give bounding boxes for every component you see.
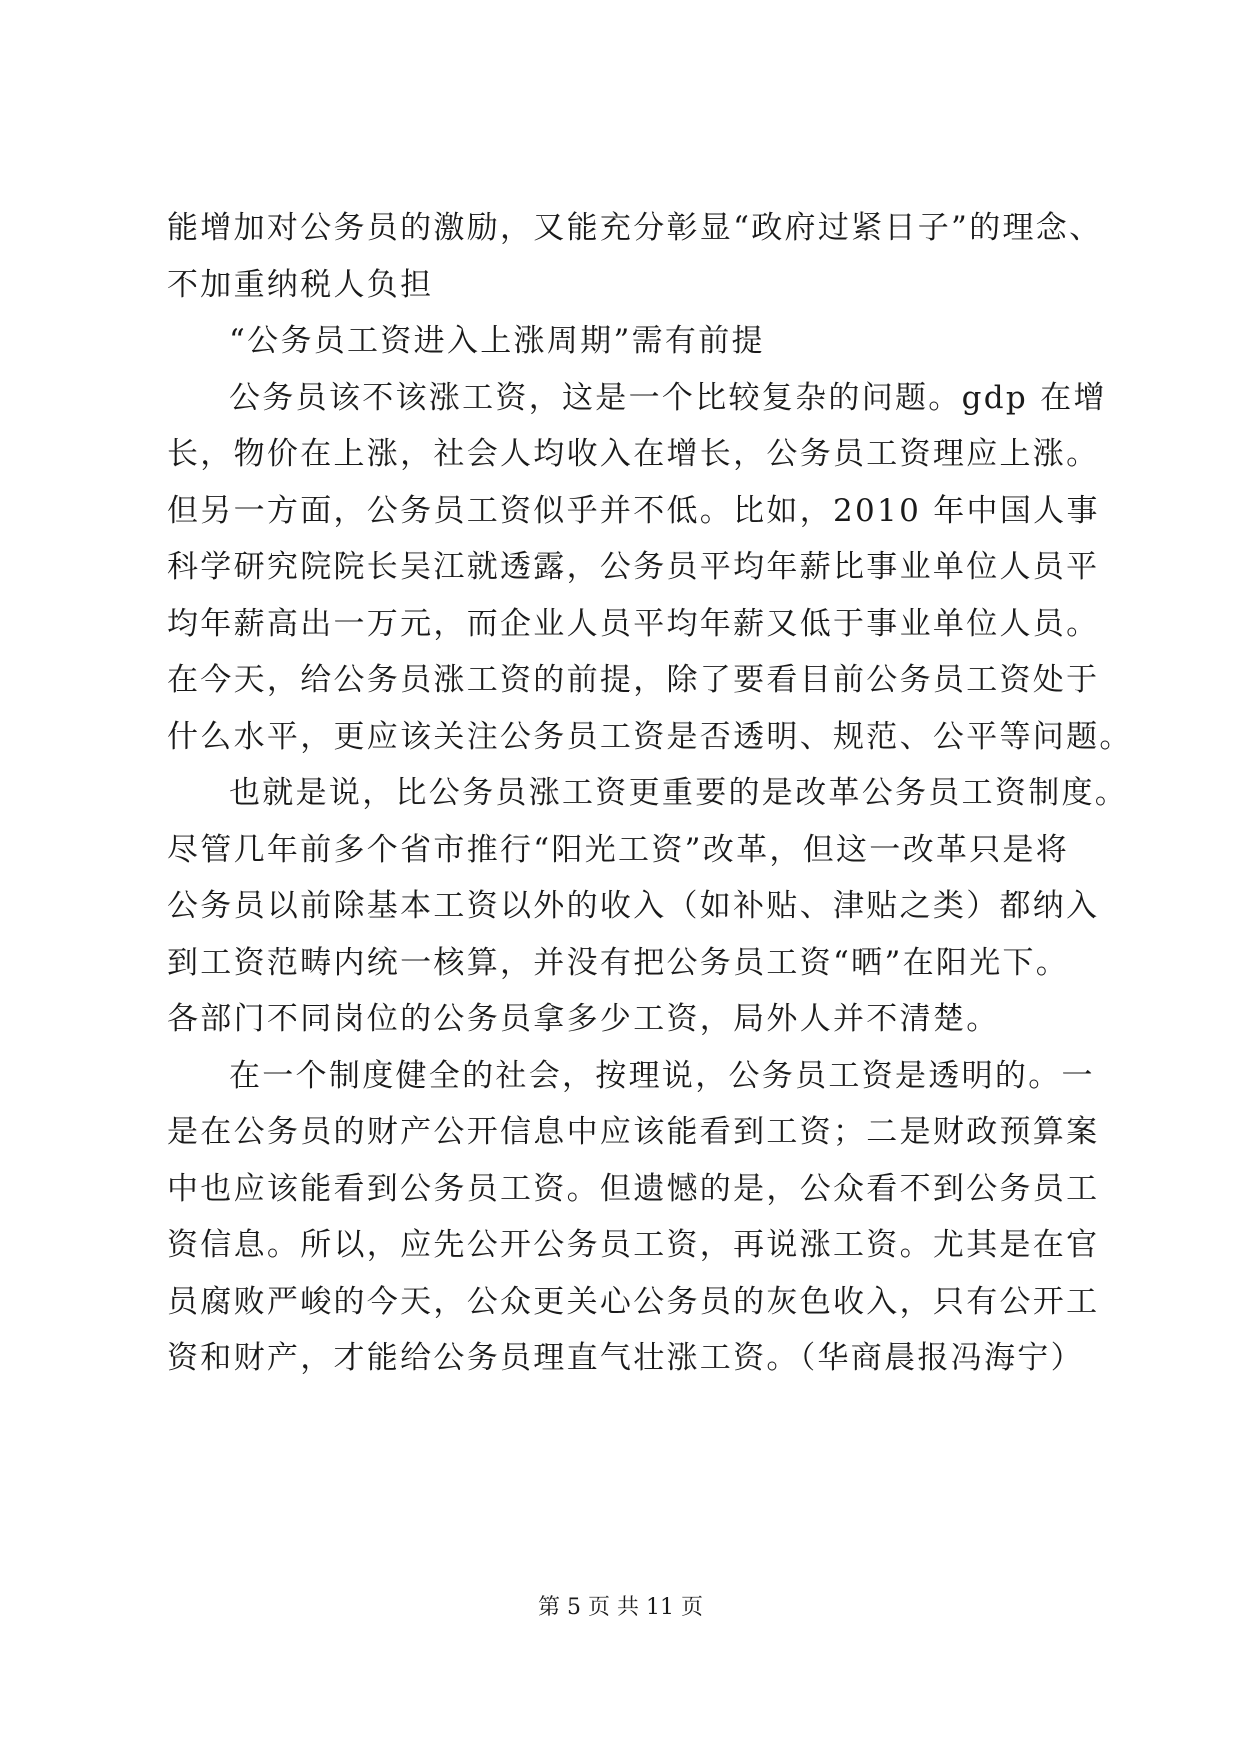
section-heading: “公务员工资进入上涨周期”需有前提 bbox=[229, 323, 765, 359]
text-line: 不加重纳税人负担 bbox=[167, 266, 434, 303]
text-line: 中也应该能看到公务员工资。但遗憾的是，公众看不到公务员工 bbox=[167, 1170, 1100, 1207]
text-line: 科学研究院院长吴江就透露，公务员平均年薪比事业单位人员平 bbox=[167, 549, 1100, 585]
text-line: 长，物价在上涨，社会人均收入在增长，公务员工资理应上涨。 bbox=[167, 436, 1100, 472]
text-line: 公务员该不该涨工资，这是一个比较复杂的问题。gdp 在增 bbox=[229, 379, 1107, 416]
text-line: 能增加对公务员的激励，又能充分彰显“政府过紧日子”的理念、 bbox=[167, 210, 1103, 246]
body-text bbox=[167, 200, 1133, 1387]
text-line: 但另一方面，公务员工资似乎并不低。比如，2010 年中国人事 bbox=[167, 492, 1100, 529]
text-line: 公务员以前除基本工资以外的收入（如补贴、津贴之类）都纳入 bbox=[167, 888, 1100, 924]
text-line: 资信息。所以，应先公开公务员工资，再说涨工资。尤其是在官 bbox=[167, 1227, 1100, 1263]
text-line: 什么水平，更应该关注公务员工资是否透明、规范、公平等问题。 bbox=[167, 718, 1133, 755]
text-line: 员腐败严峻的今天，公众更关心公务员的灰色收入，只有公开工 bbox=[167, 1283, 1100, 1320]
text-line: 尽管几年前多个省市推行“阳光工资”改革，但这一改革只是将 bbox=[167, 831, 1070, 868]
text-line: 在今天，给公务员涨工资的前提，除了要看目前公务员工资处于 bbox=[167, 662, 1100, 698]
page-number-footer: 第 5 页 共 11 页 bbox=[538, 1595, 703, 1620]
text-line: 均年薪高出一万元，而企业人员平均年薪又低于事业单位人员。 bbox=[167, 605, 1100, 642]
text-line: 也就是说，比公务员涨工资更重要的是改革公务员工资制度。 bbox=[229, 775, 1129, 811]
text-line: 到工资范畴内统一核算，并没有把公务员工资“晒”在阳光下。 bbox=[167, 944, 1070, 981]
text-line: 是在公务员的财产公开信息中应该能看到工资；二是财政预算案 bbox=[167, 1114, 1100, 1150]
text-line: 各部门不同岗位的公务员拿多少工资，局外人并不清楚。 bbox=[167, 1001, 1000, 1037]
text-line: 在一个制度健全的社会，按理说，公务员工资是透明的。一 bbox=[229, 1057, 1095, 1094]
text-line: 资和财产，才能给公务员理直气壮涨工资。（华商晨报冯海宁） bbox=[167, 1340, 1084, 1376]
